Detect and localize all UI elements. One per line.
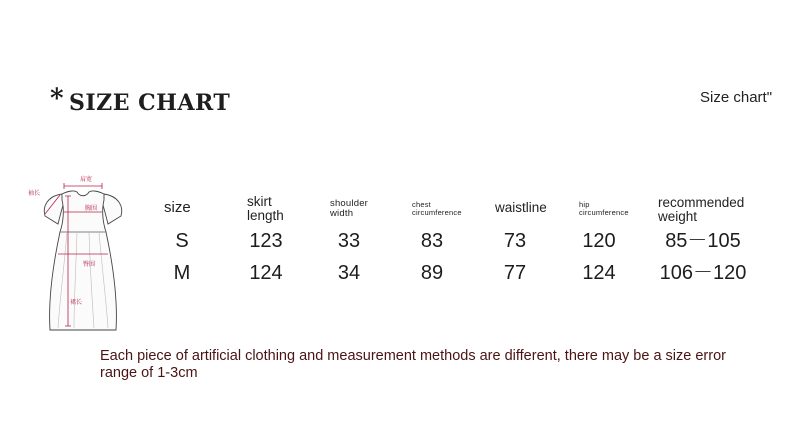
header-shoulder-width: shoulder width	[330, 198, 369, 219]
row-s-waistline: 73	[503, 230, 527, 252]
header-skirt-length: skirt length	[247, 194, 284, 223]
row-m-hip: 124	[582, 262, 616, 284]
row-s-weight: 85－105	[665, 230, 741, 252]
row-m-shoulder-width: 34	[337, 262, 361, 284]
row-s-shoulder-width: 33	[337, 230, 361, 252]
row-s-skirt-length: 123	[249, 230, 283, 252]
sleeve-label: 袖长	[28, 190, 41, 197]
row-s-hip: 120	[582, 230, 616, 252]
row-m-skirt-length: 124	[249, 262, 283, 284]
row-m-chest: 89	[420, 262, 444, 284]
row-m-waistline: 77	[503, 262, 527, 284]
row-m-weight: 106－120	[659, 262, 747, 284]
chest-label: 胸围	[85, 205, 98, 212]
row-s-chest: 83	[420, 230, 444, 252]
title-star-icon: *	[50, 84, 64, 114]
header-recommended-weight: recommended weight	[658, 195, 745, 224]
hip-label: 臀围	[83, 261, 96, 268]
row-m-size: M	[173, 262, 191, 284]
row-s-size: S	[175, 230, 189, 252]
size-error-note: Each piece of artificial clothing and measurement methods are different, there may be a size error range of 1-3cm	[100, 348, 726, 381]
header-size: size	[164, 199, 191, 216]
header-hip-circumference: hip circumference	[579, 200, 629, 217]
size-chart-tagline: Size chart"	[700, 89, 773, 106]
header-waistline: waistline	[495, 200, 547, 215]
length-label: 裙长	[70, 299, 83, 306]
page-title: SIZE CHART	[69, 90, 231, 116]
dress-measurement-diagram	[22, 168, 144, 338]
header-chest-circumference: chest circumference	[412, 200, 462, 217]
shoulder-label: 肩宽	[80, 176, 93, 183]
